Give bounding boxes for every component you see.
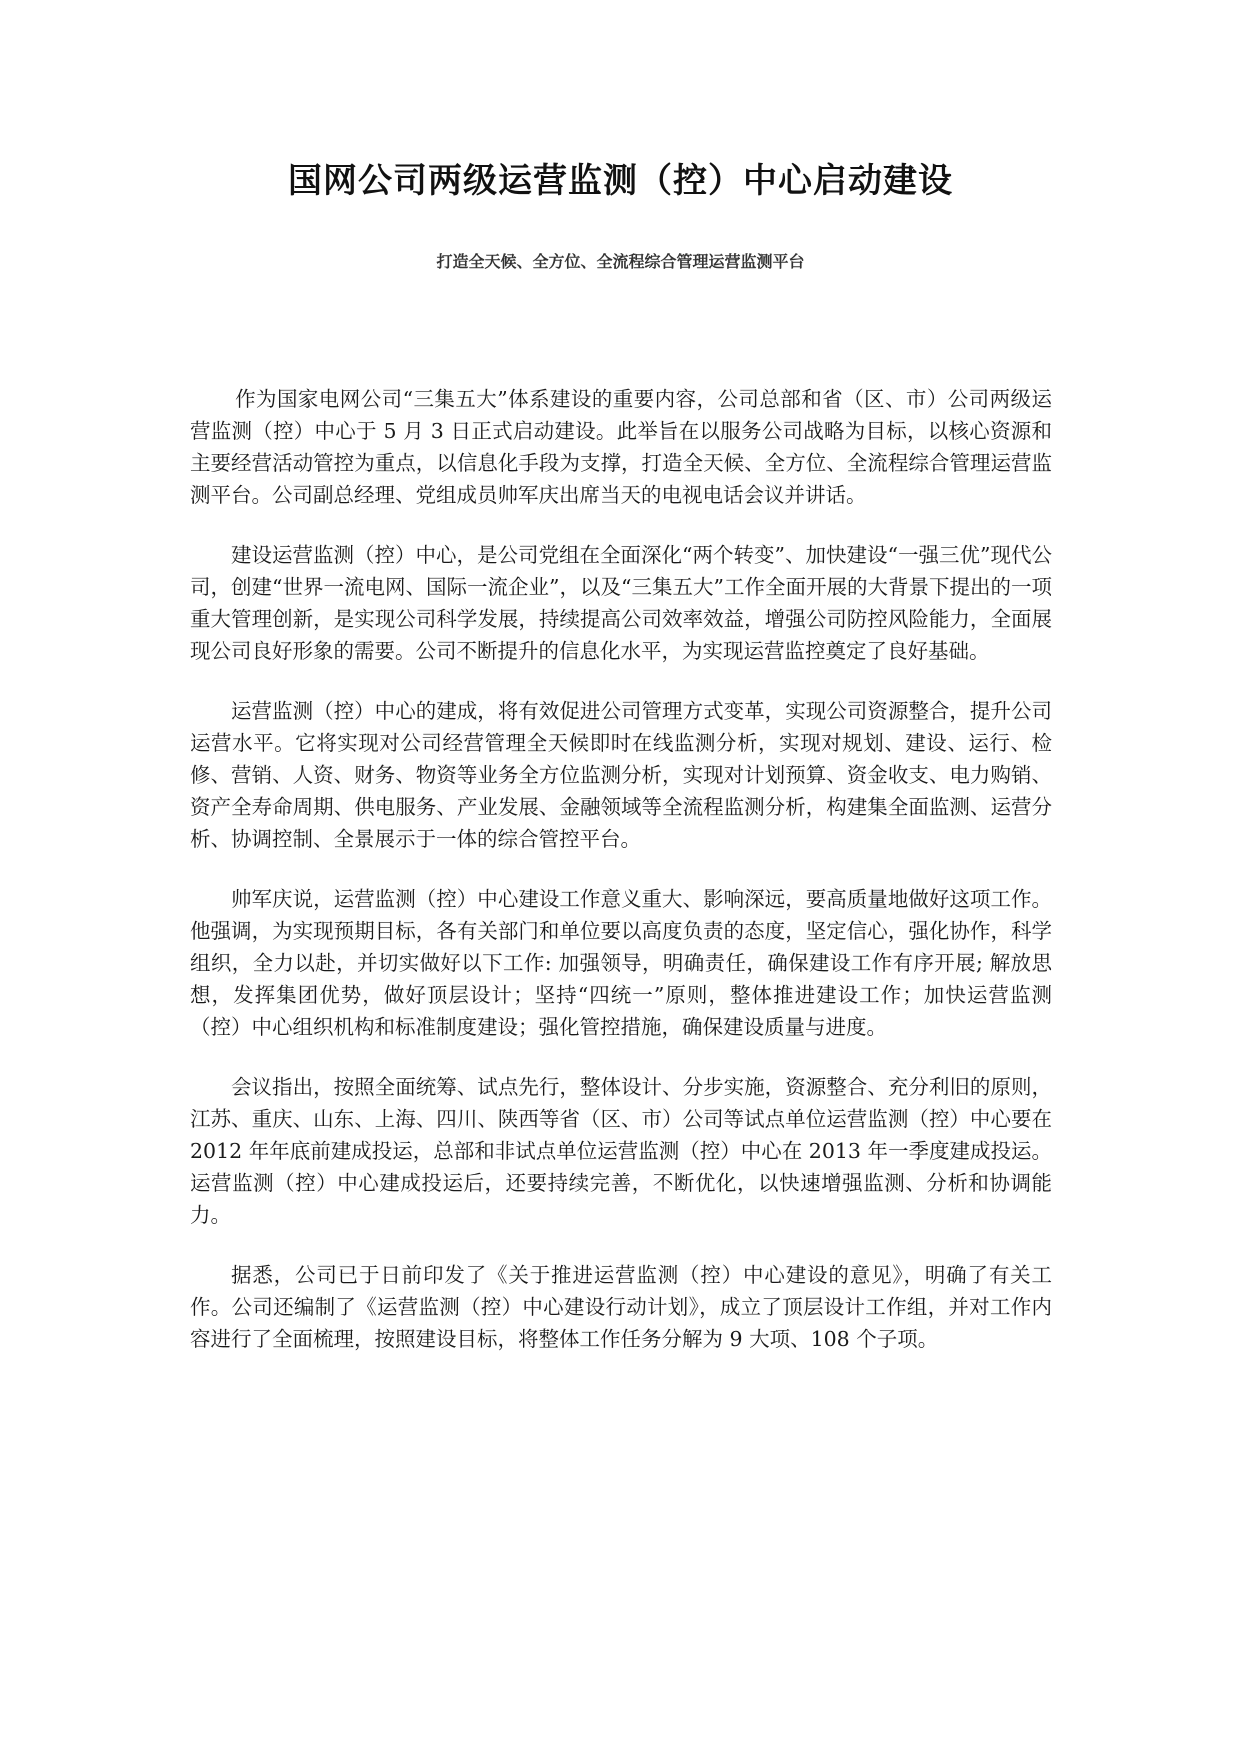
article-body — [190, 383, 1052, 1383]
paragraph-6: 据悉，公司已于日前印发了《关于推进运营监测（控）中心建设的意见》，明确了有关工作。公司还编制了《运营监测（控）中心建设行动计划》，成立了顶层设计工作组，并对工作内容进行了全面梳理，按照建设目标，将整体工作任务分解为 9 大项、108 个子项。 — [190, 1263, 1052, 1351]
paragraph-2: 建设运营监测（控）中心，是公司党组在全面深化“两个转变”、加快建设“一强三优”现代公司，创建“世界一流电网、国际一流企业”，以及“三集五大”工作全面开展的大背景下提出的一项重大管理创新，是实现公司科学发展，持续提高公司效率效益，增强公司防控风险能力，全面展现公司良好形象的需要。公司不断提升的信息化水平，为实现运营监控奠定了良好基础。 — [190, 543, 1052, 663]
paragraph-4: 帅军庆说，运营监测（控）中心建设工作意义重大、影响深远，要高质量地做好这项工作。他强调，为实现预期目标，各有关部门和单位要以高度负责的态度，坚定信心，强化协作，科学组织，全力以赴，并切实做好以下工作: 加强领导，明确责任，确保建设工作有序开展; 解放思想，发挥集团优势，做好顶层设计；坚持“四统一”原则，整体推进建设工作；加快运营监测（控）中心组织机构和标准制度建设；强化管控措施，确保建设质量与进度。 — [190, 887, 1052, 1039]
paragraph-1: 作为国家电网公司“三集五大”体系建设的重要内容，公司总部和省（区、市）公司两级运营监测（控）中心于 5 月 3 日正式启动建设。此举旨在以服务公司战略为目标，以核心资源和主要经营活动管控为重点，以信息化手段为支撑，打造全天候、全方位、全流程综合管理运营监测平台。公司副总经理、党组成员帅军庆出席当天的电视电话会议并讲话。 — [190, 387, 1052, 507]
paragraph-5: 会议指出，按照全面统筹、试点先行，整体设计、分步实施，资源整合、充分利旧的原则，江苏、重庆、山东、上海、四川、陕西等省（区、市）公司等试点单位运营监测（控）中心要在 2012 年年底前建成投运，总部和非试点单位运营监测（控）中心在 2013 年一季度建成投运。运营监测（控）中心建成投运后，还要持续完善，不断优化，以快速增强监测、分析和协调能力。 — [190, 1075, 1052, 1227]
page-title: 国网公司两级运营监测（控）中心启动建设 — [288, 161, 953, 201]
paragraph-3: 运营监测（控）中心的建成，将有效促进公司管理方式变革，实现公司资源整合，提升公司运营水平。它将实现对公司经营管理全天候即时在线监测分析，实现对规划、建设、运行、检修、营销、人资、财务、物资等业务全方位监测分析，实现对计划预算、资金收支、电力购销、资产全寿命周期、供电服务、产业发展、金融领域等全流程监测分析，构建集全面监测、运营分析、协调控制、全景展示于一体的综合管控平台。 — [190, 699, 1052, 851]
page-subtitle: 打造全天候、全方位、全流程综合管理运营监测平台 — [436, 252, 805, 271]
